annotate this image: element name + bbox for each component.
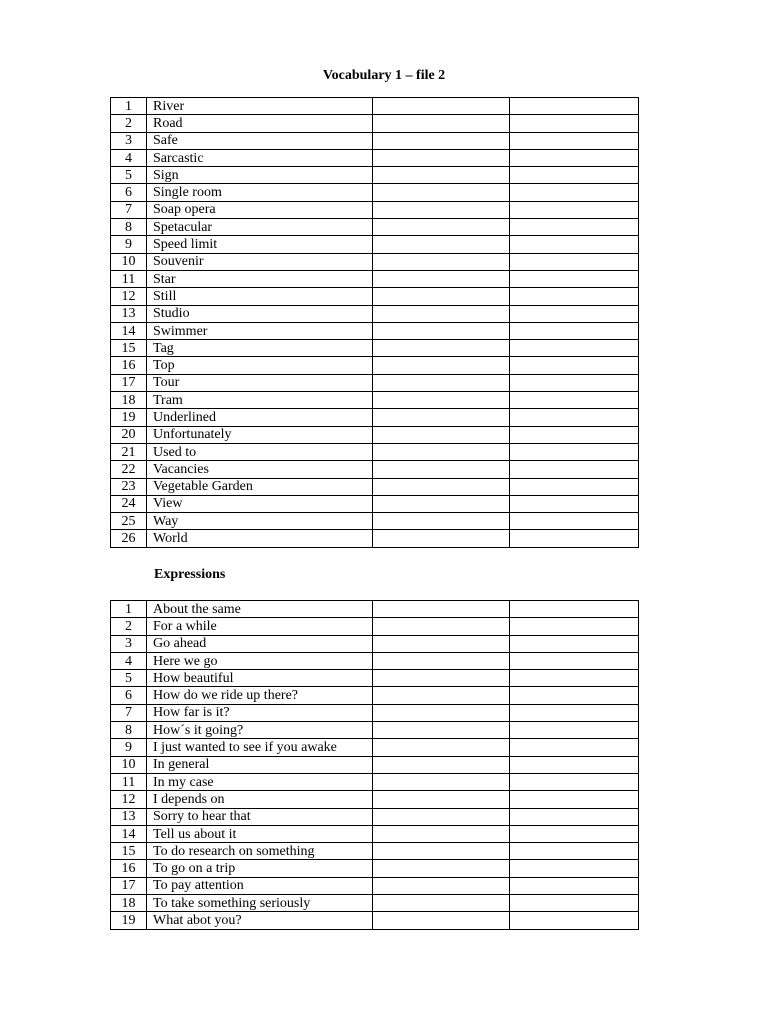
term-cell: Underlined: [147, 409, 373, 426]
blank-answer-cell: [510, 687, 639, 704]
blank-answer-cell: [510, 461, 639, 478]
term-cell: Go ahead: [147, 635, 373, 652]
table-row: [111, 478, 639, 495]
blank-answer-cell: [510, 530, 639, 547]
term-cell: About the same: [147, 601, 373, 618]
blank-answer-cell: [510, 340, 639, 357]
row-number: 4: [111, 149, 147, 166]
blank-answer-cell: [510, 184, 639, 201]
blank-answer-cell: [373, 704, 510, 721]
blank-answer-cell: [510, 219, 639, 236]
row-number: 10: [111, 253, 147, 270]
table-row: [111, 635, 639, 652]
blank-answer-cell: [373, 201, 510, 218]
term-cell: Swimmer: [147, 322, 373, 339]
row-number: 10: [111, 756, 147, 773]
vocabulary-table: [110, 97, 639, 548]
term-cell: I just wanted to see if you awake: [147, 739, 373, 756]
blank-answer-cell: [373, 495, 510, 512]
row-number: 7: [111, 704, 147, 721]
term-cell: In my case: [147, 773, 373, 790]
table-row: [111, 115, 639, 132]
blank-answer-cell: [373, 808, 510, 825]
blank-answer-cell: [373, 652, 510, 669]
blank-answer-cell: [510, 773, 639, 790]
term-cell: Tell us about it: [147, 825, 373, 842]
table-row: [111, 808, 639, 825]
table-row: [111, 357, 639, 374]
term-cell: Studio: [147, 305, 373, 322]
blank-answer-cell: [373, 392, 510, 409]
row-number: 5: [111, 167, 147, 184]
term-cell: River: [147, 98, 373, 115]
blank-answer-cell: [510, 513, 639, 530]
term-cell: Road: [147, 115, 373, 132]
table-row: [111, 149, 639, 166]
row-number: 12: [111, 791, 147, 808]
blank-answer-cell: [373, 791, 510, 808]
blank-answer-cell: [373, 843, 510, 860]
blank-answer-cell: [510, 756, 639, 773]
term-cell: What abot you?: [147, 912, 373, 929]
blank-answer-cell: [510, 149, 639, 166]
blank-answer-cell: [373, 478, 510, 495]
blank-answer-cell: [373, 374, 510, 391]
row-number: 8: [111, 722, 147, 739]
page-title: Vocabulary 1 – file 2: [322, 68, 446, 83]
term-cell: Vegetable Garden: [147, 478, 373, 495]
blank-answer-cell: [373, 426, 510, 443]
row-number: 3: [111, 635, 147, 652]
row-number: 17: [111, 877, 147, 894]
blank-answer-cell: [510, 860, 639, 877]
blank-answer-cell: [373, 149, 510, 166]
term-cell: Tour: [147, 374, 373, 391]
table-row: [111, 791, 639, 808]
table-row: [111, 132, 639, 149]
row-number: 6: [111, 687, 147, 704]
row-number: 9: [111, 739, 147, 756]
blank-answer-cell: [510, 115, 639, 132]
blank-answer-cell: [510, 270, 639, 287]
row-number: 1: [111, 98, 147, 115]
term-cell: Top: [147, 357, 373, 374]
term-cell: How beautiful: [147, 670, 373, 687]
blank-answer-cell: [510, 495, 639, 512]
table-row: [111, 843, 639, 860]
term-cell: I depends on: [147, 791, 373, 808]
table-row: [111, 426, 639, 443]
row-number: 18: [111, 895, 147, 912]
row-number: 2: [111, 115, 147, 132]
term-cell: Sorry to hear that: [147, 808, 373, 825]
table-row: [111, 236, 639, 253]
blank-answer-cell: [510, 98, 639, 115]
row-number: 8: [111, 219, 147, 236]
blank-answer-cell: [510, 236, 639, 253]
blank-answer-cell: [510, 635, 639, 652]
table-row: [111, 184, 639, 201]
term-cell: Sarcastic: [147, 149, 373, 166]
term-cell: Safe: [147, 132, 373, 149]
blank-answer-cell: [510, 877, 639, 894]
term-cell: In general: [147, 756, 373, 773]
term-cell: Souvenir: [147, 253, 373, 270]
term-cell: How´s it going?: [147, 722, 373, 739]
blank-answer-cell: [510, 409, 639, 426]
blank-answer-cell: [373, 601, 510, 618]
row-number: 7: [111, 201, 147, 218]
term-cell: Here we go: [147, 652, 373, 669]
row-number: 25: [111, 513, 147, 530]
blank-answer-cell: [510, 808, 639, 825]
row-number: 9: [111, 236, 147, 253]
row-number: 20: [111, 426, 147, 443]
table-row: [111, 687, 639, 704]
blank-answer-cell: [510, 618, 639, 635]
table-row: [111, 305, 639, 322]
blank-answer-cell: [373, 270, 510, 287]
row-number: 6: [111, 184, 147, 201]
table-row: [111, 895, 639, 912]
blank-answer-cell: [373, 132, 510, 149]
blank-answer-cell: [373, 322, 510, 339]
row-number: 11: [111, 270, 147, 287]
blank-answer-cell: [510, 392, 639, 409]
table-row: [111, 912, 639, 929]
table-row: [111, 461, 639, 478]
table-row: [111, 288, 639, 305]
blank-answer-cell: [510, 132, 639, 149]
term-cell: View: [147, 495, 373, 512]
blank-answer-cell: [373, 687, 510, 704]
table-row: [111, 756, 639, 773]
table-row: [111, 201, 639, 218]
table-row: [111, 860, 639, 877]
table-row: [111, 98, 639, 115]
blank-answer-cell: [373, 739, 510, 756]
term-cell: Still: [147, 288, 373, 305]
blank-answer-cell: [373, 167, 510, 184]
blank-answer-cell: [373, 357, 510, 374]
blank-answer-cell: [510, 374, 639, 391]
blank-answer-cell: [373, 635, 510, 652]
row-number: 15: [111, 843, 147, 860]
table-row: [111, 253, 639, 270]
blank-answer-cell: [510, 895, 639, 912]
blank-answer-cell: [373, 773, 510, 790]
blank-answer-cell: [373, 756, 510, 773]
term-cell: Single room: [147, 184, 373, 201]
blank-answer-cell: [510, 601, 639, 618]
table-row: [111, 670, 639, 687]
blank-answer-cell: [510, 739, 639, 756]
blank-answer-cell: [373, 184, 510, 201]
blank-answer-cell: [373, 236, 510, 253]
table-row: [111, 513, 639, 530]
table-row: [111, 825, 639, 842]
blank-answer-cell: [510, 825, 639, 842]
blank-answer-cell: [510, 322, 639, 339]
row-number: 17: [111, 374, 147, 391]
row-number: 18: [111, 392, 147, 409]
table-row: [111, 443, 639, 460]
blank-answer-cell: [510, 704, 639, 721]
row-number: 13: [111, 305, 147, 322]
table-row: [111, 773, 639, 790]
blank-answer-cell: [510, 722, 639, 739]
row-number: 24: [111, 495, 147, 512]
blank-answer-cell: [510, 791, 639, 808]
term-cell: How do we ride up there?: [147, 687, 373, 704]
blank-answer-cell: [373, 860, 510, 877]
table-row: [111, 495, 639, 512]
row-number: 14: [111, 825, 147, 842]
row-number: 2: [111, 618, 147, 635]
blank-answer-cell: [373, 722, 510, 739]
blank-answer-cell: [373, 115, 510, 132]
term-cell: To do research on something: [147, 843, 373, 860]
row-number: 11: [111, 773, 147, 790]
blank-answer-cell: [373, 877, 510, 894]
term-cell: Tag: [147, 340, 373, 357]
term-cell: Unfortunately: [147, 426, 373, 443]
blank-answer-cell: [373, 670, 510, 687]
expressions-table: [110, 600, 639, 930]
table-row: [111, 392, 639, 409]
row-number: 19: [111, 409, 147, 426]
table-row: [111, 374, 639, 391]
blank-answer-cell: [373, 253, 510, 270]
blank-answer-cell: [373, 825, 510, 842]
blank-answer-cell: [510, 288, 639, 305]
row-number: 22: [111, 461, 147, 478]
blank-answer-cell: [510, 912, 639, 929]
term-cell: Soap opera: [147, 201, 373, 218]
term-cell: Tram: [147, 392, 373, 409]
row-number: 19: [111, 912, 147, 929]
blank-answer-cell: [510, 357, 639, 374]
blank-answer-cell: [373, 288, 510, 305]
table-row: [111, 409, 639, 426]
blank-answer-cell: [373, 219, 510, 236]
term-cell: For a while: [147, 618, 373, 635]
blank-answer-cell: [373, 98, 510, 115]
row-number: 16: [111, 860, 147, 877]
row-number: 21: [111, 443, 147, 460]
blank-answer-cell: [373, 618, 510, 635]
table-row: [111, 340, 639, 357]
blank-answer-cell: [373, 895, 510, 912]
blank-answer-cell: [510, 426, 639, 443]
row-number: 13: [111, 808, 147, 825]
blank-answer-cell: [373, 912, 510, 929]
term-cell: To go on a trip: [147, 860, 373, 877]
blank-answer-cell: [510, 201, 639, 218]
table-row: [111, 877, 639, 894]
blank-answer-cell: [510, 443, 639, 460]
term-cell: How far is it?: [147, 704, 373, 721]
blank-answer-cell: [373, 409, 510, 426]
term-cell: World: [147, 530, 373, 547]
blank-answer-cell: [510, 478, 639, 495]
table-row: [111, 322, 639, 339]
blank-answer-cell: [510, 167, 639, 184]
term-cell: Spetacular: [147, 219, 373, 236]
table-row: [111, 618, 639, 635]
row-number: 1: [111, 601, 147, 618]
blank-answer-cell: [373, 305, 510, 322]
blank-answer-cell: [510, 843, 639, 860]
blank-answer-cell: [510, 652, 639, 669]
row-number: 14: [111, 322, 147, 339]
table-row: [111, 652, 639, 669]
blank-answer-cell: [373, 513, 510, 530]
term-cell: Star: [147, 270, 373, 287]
blank-answer-cell: [373, 443, 510, 460]
term-cell: Speed limit: [147, 236, 373, 253]
row-number: 4: [111, 652, 147, 669]
row-number: 15: [111, 340, 147, 357]
blank-answer-cell: [510, 670, 639, 687]
table-row: [111, 219, 639, 236]
table-row: [111, 739, 639, 756]
row-number: 26: [111, 530, 147, 547]
term-cell: Vacancies: [147, 461, 373, 478]
row-number: 23: [111, 478, 147, 495]
row-number: 3: [111, 132, 147, 149]
table-row: [111, 601, 639, 618]
row-number: 5: [111, 670, 147, 687]
blank-answer-cell: [510, 305, 639, 322]
blank-answer-cell: [373, 530, 510, 547]
term-cell: Sign: [147, 167, 373, 184]
expressions-heading: Expressions: [154, 567, 226, 582]
term-cell: Way: [147, 513, 373, 530]
table-row: [111, 722, 639, 739]
table-row: [111, 167, 639, 184]
table-row: [111, 530, 639, 547]
row-number: 12: [111, 288, 147, 305]
term-cell: To take something seriously: [147, 895, 373, 912]
blank-answer-cell: [373, 461, 510, 478]
blank-answer-cell: [373, 340, 510, 357]
blank-answer-cell: [510, 253, 639, 270]
table-row: [111, 704, 639, 721]
term-cell: To pay attention: [147, 877, 373, 894]
term-cell: Used to: [147, 443, 373, 460]
table-row: [111, 270, 639, 287]
row-number: 16: [111, 357, 147, 374]
